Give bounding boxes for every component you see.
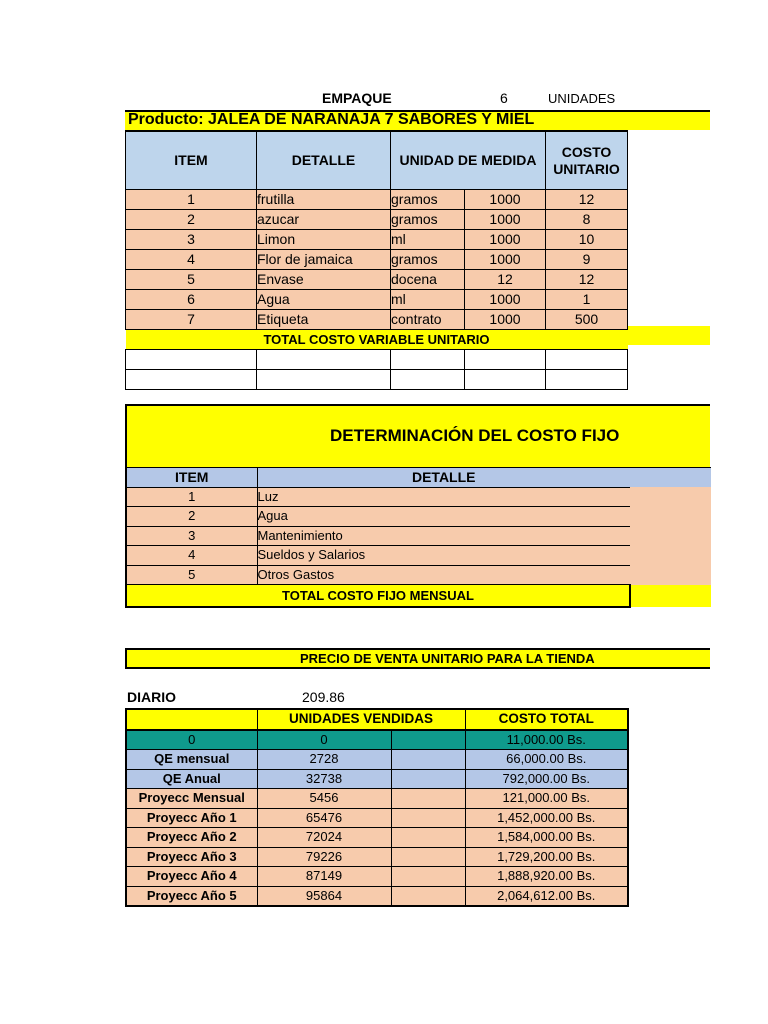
- fixed-cost-table: [125, 467, 711, 608]
- fixed-header-item: ITEM: [126, 468, 257, 488]
- projection-header: [126, 709, 628, 730]
- variable-detalle: Limon: [257, 230, 391, 250]
- variable-cantidad: 1000: [465, 310, 546, 330]
- projection-empty: [391, 886, 465, 906]
- projection-row: [126, 867, 628, 887]
- fixed-item: 5: [126, 565, 257, 585]
- variable-row: [126, 230, 628, 250]
- header-unidades-vendidas: UNIDADES VENDIDAS: [257, 709, 465, 730]
- projection-unidades: 72024: [257, 828, 391, 848]
- fixed-row: [126, 565, 711, 585]
- projection-empty: [391, 769, 465, 789]
- variable-cantidad: 1000: [465, 290, 546, 310]
- projection-empty: [391, 789, 465, 809]
- variable-total-label: TOTAL COSTO VARIABLE UNITARIO: [126, 330, 628, 350]
- variable-unidad: contrato: [391, 310, 465, 330]
- variable-costo: 12: [546, 270, 628, 290]
- variable-cantidad: 1000: [465, 210, 546, 230]
- unidades-label: UNIDADES: [548, 91, 616, 106]
- projection-table: [125, 708, 629, 907]
- variable-detalle: Envase: [257, 270, 391, 290]
- projection-unidades: 32738: [257, 769, 391, 789]
- fixed-detalle: Luz: [257, 487, 630, 507]
- projection-costo: 1,452,000.00 Bs.: [465, 808, 628, 828]
- variable-item: 7: [126, 310, 257, 330]
- projection-unidades: 5456: [257, 789, 391, 809]
- projection-costo: 121,000.00 Bs.: [465, 789, 628, 809]
- projection-costo: 66,000.00 Bs.: [465, 750, 628, 770]
- header-item: ITEM: [126, 131, 257, 190]
- product-title: Producto: JALEA DE NARANAJA 7 SABORES Y MIEL: [128, 111, 535, 128]
- fixed-filler: [630, 546, 711, 566]
- fixed-table-header: [126, 468, 711, 488]
- projection-row: [126, 750, 628, 770]
- variable-detalle: azucar: [257, 210, 391, 230]
- variable-costo: 500: [546, 310, 628, 330]
- variable-row: [126, 290, 628, 310]
- projection-costo: 2,064,612.00 Bs.: [465, 886, 628, 906]
- variable-detalle: Flor de jamaica: [257, 250, 391, 270]
- variable-unidad: ml: [391, 230, 465, 250]
- fixed-row: [126, 546, 711, 566]
- variable-row: [126, 270, 628, 290]
- fixed-cost-title: DETERMINACIÓN DEL COSTO FIJO: [330, 426, 620, 445]
- projection-unidades: 0: [257, 730, 391, 750]
- variable-unidad: ml: [391, 290, 465, 310]
- variable-costo: 12: [546, 190, 628, 210]
- fixed-row: [126, 526, 711, 546]
- projection-label: Proyecc Año 1: [126, 808, 257, 828]
- projection-empty: [391, 847, 465, 867]
- projection-unidades: 65476: [257, 808, 391, 828]
- fixed-detalle: Sueldos y Salarios: [257, 546, 630, 566]
- projection-unidades: 79226: [257, 847, 391, 867]
- projection-empty: [391, 828, 465, 848]
- variable-row: [126, 190, 628, 210]
- fixed-row: [126, 507, 711, 527]
- variable-unidad: gramos: [391, 190, 465, 210]
- variable-item: 2: [126, 210, 257, 230]
- fixed-detalle: Mantenimiento: [257, 526, 630, 546]
- fixed-total-label: TOTAL COSTO FIJO MENSUAL: [126, 585, 630, 608]
- diario-label: DIARIO: [127, 689, 176, 705]
- variable-cost-table: [125, 130, 628, 390]
- projection-row: [126, 730, 628, 750]
- projection-label: QE Anual: [126, 769, 257, 789]
- header-costo-total: COSTO TOTAL: [465, 709, 628, 730]
- variable-unidad: gramos: [391, 250, 465, 270]
- variable-item: 3: [126, 230, 257, 250]
- fixed-filler: [630, 487, 711, 507]
- variable-costo: 1: [546, 290, 628, 310]
- fixed-item: 2: [126, 507, 257, 527]
- variable-table-header: [126, 131, 628, 190]
- projection-costo: 11,000.00 Bs.: [465, 730, 628, 750]
- blank-row: [126, 370, 628, 390]
- variable-item: 6: [126, 290, 257, 310]
- projection-row: [126, 789, 628, 809]
- price-label: PRECIO DE VENTA UNITARIO PARA LA TIENDA: [300, 651, 595, 666]
- variable-costo: 9: [546, 250, 628, 270]
- fixed-item: 1: [126, 487, 257, 507]
- projection-unidades: 87149: [257, 867, 391, 887]
- projection-costo: 1,888,920.00 Bs.: [465, 867, 628, 887]
- variable-item: 4: [126, 250, 257, 270]
- diario-value: 209.86: [302, 689, 345, 705]
- projection-label: QE mensual: [126, 750, 257, 770]
- projection-empty: [391, 867, 465, 887]
- projection-row: [126, 828, 628, 848]
- projection-label: Proyecc Año 2: [126, 828, 257, 848]
- header-costo: COSTO UNITARIO: [546, 131, 628, 190]
- fixed-header-detalle: DETALLE: [257, 468, 630, 488]
- variable-costo: 10: [546, 230, 628, 250]
- blank-row: [126, 350, 628, 370]
- projection-costo: 792,000.00 Bs.: [465, 769, 628, 789]
- projection-row: [126, 886, 628, 906]
- variable-item: 1: [126, 190, 257, 210]
- projection-empty: [391, 808, 465, 828]
- projection-costo: 1,584,000.00 Bs.: [465, 828, 628, 848]
- fixed-total-row: [126, 585, 711, 608]
- variable-row: [126, 250, 628, 270]
- variable-detalle: Agua: [257, 290, 391, 310]
- variable-cantidad: 1000: [465, 190, 546, 210]
- projection-row: [126, 808, 628, 828]
- projection-unidades: 2728: [257, 750, 391, 770]
- projection-empty: [391, 750, 465, 770]
- fixed-item: 4: [126, 546, 257, 566]
- fixed-detalle: Agua: [257, 507, 630, 527]
- fixed-row: [126, 487, 711, 507]
- projection-empty: [391, 730, 465, 750]
- fixed-detalle: Otros Gastos: [257, 565, 630, 585]
- header-detalle: DETALLE: [257, 131, 391, 190]
- variable-unidad: docena: [391, 270, 465, 290]
- projection-label: Proyecc Mensual: [126, 789, 257, 809]
- projection-label: 0: [126, 730, 257, 750]
- empaque-label: EMPAQUE: [322, 90, 392, 106]
- fixed-filler: [630, 507, 711, 527]
- variable-row: [126, 210, 628, 230]
- projection-label: Proyecc Año 5: [126, 886, 257, 906]
- fixed-item: 3: [126, 526, 257, 546]
- projection-unidades: 95864: [257, 886, 391, 906]
- empaque-value: 6: [500, 90, 508, 106]
- variable-detalle: Etiqueta: [257, 310, 391, 330]
- fixed-filler: [630, 526, 711, 546]
- projection-label: Proyecc Año 4: [126, 867, 257, 887]
- projection-row: [126, 847, 628, 867]
- variable-unidad: gramos: [391, 210, 465, 230]
- variable-cantidad: 12: [465, 270, 546, 290]
- projection-label: Proyecc Año 3: [126, 847, 257, 867]
- fixed-filler: [630, 565, 711, 585]
- variable-item: 5: [126, 270, 257, 290]
- projection-row: [126, 769, 628, 789]
- projection-costo: 1,729,200.00 Bs.: [465, 847, 628, 867]
- variable-row: [126, 310, 628, 330]
- variable-total-row: [126, 330, 628, 350]
- variable-detalle: frutilla: [257, 190, 391, 210]
- variable-costo: 8: [546, 210, 628, 230]
- variable-cantidad: 1000: [465, 250, 546, 270]
- variable-total-fill: [628, 326, 710, 345]
- variable-cantidad: 1000: [465, 230, 546, 250]
- header-unidad: UNIDAD DE MEDIDA: [391, 131, 546, 190]
